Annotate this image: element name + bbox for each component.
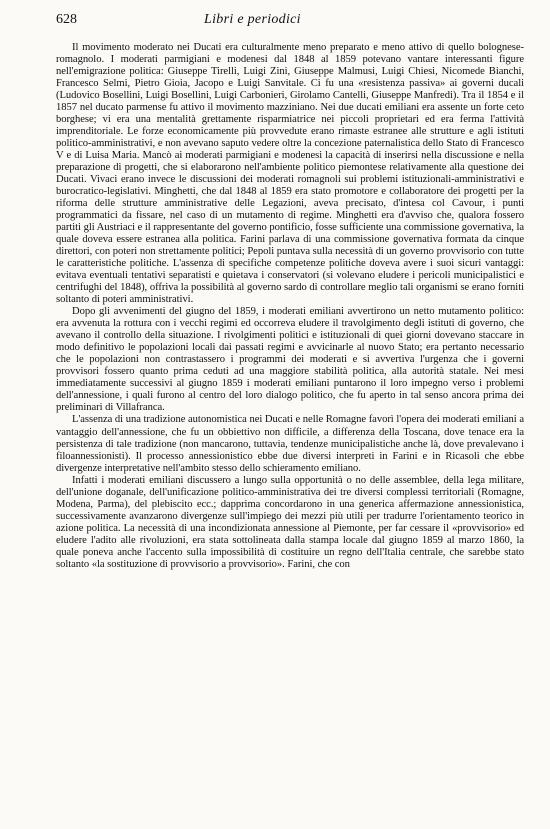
- paragraph-1: Il movimento moderato nei Ducati era culturalmente meno preparato e meno attivo di quello bolognese-romagnolo. I moderati parmigiani e modenesi dal 1848 al 1859 potevano vantare interessanti figure nell'emigrazione politica: Giuseppe Tirelli, Luigi Zini, Giuseppe Malmusi, Luigi Chiesi, Nicomede Bianchi, Francesco Selmi, Pietro Gioia, Jacopo e Luigi Sanvitale. Ci fu una «resistenza passiva» ai governi ducali (Ludovico Bosellini, Luigi Bosellini, Luigi Carbonieri, Girolamo Cantelli, Giuseppe Manfredi). Tra il 1854 e il 1857 nel ducato parmense fu attivo il movimento mazziniano. Nei due ducati emiliani era assente un forte ceto borghese; vi era una mentalità grettamente risparmiatrice nei piccoli proprietari ed era ferma l'attività imprenditoriale. Le forze economicamente più provvedute erano rimaste estranee alle strutture e agli istituti politico-amministrativi, e non avevano saputo vedere oltre la concezione paternalistica dello Stato di Francesco V e di Luisa Maria. Mancò ai moderati parmigiani e modenesi la capacità di inserirsi nella discussione e nella preparazione di progetti, che si elaborarono nell'ambiente politico piemontese relativamente alla questione dei Ducati. Vivaci erano invece le discussioni dei moderati romagnoli sui problemi istituzionali-amministrativi e burocratico-legislativi. Minghetti, che dal 1848 al 1859 era stato promotore e collaboratore dei progetti per la riforma delle strutture amministrative delle Legazioni, aveva precisato, d'intesa col Cavour, i punti programmatici da fissare, nel caso di un mutamento di regime. Minghetti era d'avviso che, qualora fossero partiti gli Austriaci e il rappresentante del governo pontificio, fosse sufficiente una commissione governativa, la quale doveva essere estranea alla politica. Farini parlava di una commissione governativa formata da cinque direttori, con poteri non strettamente politici; Pepoli puntava sulla necessità di un governo provvisorio con tutte le caratteristiche politiche. L'assenza di specifiche competenze politiche doveva avere i suoi sicuri vantaggi: evitava eventuali tentativi separatisti e quietava i conservatori (si volevano eludere i pericoli municipalistici e centrifughi del 1848), offriva la possibilità al governo sardo di controllare meglio tali organismi se erano forniti soltanto di poteri amministrativi.: [56, 42, 524, 306]
- page-number: 628: [56, 12, 77, 27]
- paragraph-2: Dopo gli avvenimenti del giugno del 1859, i moderati emiliani avvertirono un netto mutamento politico: era avvenuta la rottura con i vecchi regimi ed occorreva eludere il travolgimento degli istituti di governo, che avevano il controllo della situazione. I rivolgimenti politici e istituzionali di quei giorni dovevano staccare in modo definitivo le popolazioni locali dai passati regimi e avvicinarle al nuovo Stato; era pertanto necessario che le popolazioni non contrastassero i programmi dei moderati e si avvertiva l'urgenza che i governi provvisori fossero quanto prima ceduti ad una maggiore stabilità politica, alla autorità statale. Nei mesi immediatamente successivi al giugno 1859 i moderati emiliani puntarono il loro impegno verso i problemi dell'annessione, i quali furono al centro del loro dialogo politico, che fu aperto in tal senso ancora prima dei preliminari di Villafranca.: [56, 306, 524, 414]
- page-header: [56, 12, 524, 34]
- body-text: [56, 42, 524, 571]
- running-title: Libri e periodici: [204, 12, 301, 27]
- paragraph-3: L'assenza di una tradizione autonomistica nei Ducati e nelle Romagne favorì l'opera dei moderati emiliani a vantaggio dell'annessione, che fu un obbiettivo non difficile, a differenza della Toscana, dove tenace era la persistenza di tale tradizione (non mancarono, tuttavia, tendenze municipalistiche anche là, dove prevalevano i filoannessionisti). Il processo annessionistico ebbe due diversi interpreti in Farini e in Ricasoli che ebbe divergenze interpretative nell'ambito stesso dello schieramento emiliano.: [56, 414, 524, 474]
- paragraph-4: Infatti i moderati emiliani discussero a lungo sulla opportunità o no delle assemblee, della lega militare, dell'unione doganale, dell'unificazione politico-amministrativa dei tre diversi complessi territoriali (Romagne, Modena, Parma), del plebiscito ecc.; dapprima concordarono in una generica affermazione annessionistica, successivamente avanzarono divergenze sull'impiego dei mezzi più utili per tradurre l'orientamento teorico in azione politica. La necessità di una incondizionata annessione al Piemonte, per far cessare il «provvisorio» ed eludere l'adito alle rivoluzioni, era stata sottolineata dalla stampa locale dal giugno 1859 al marzo 1860, la quale poneva anche l'accento sulla impossibilità di costituire un regno dell'Italia centrale, che sarebbe stato soltanto «la sostituzione di provvisorio a provvisorio». Farini, che con: [56, 474, 524, 570]
